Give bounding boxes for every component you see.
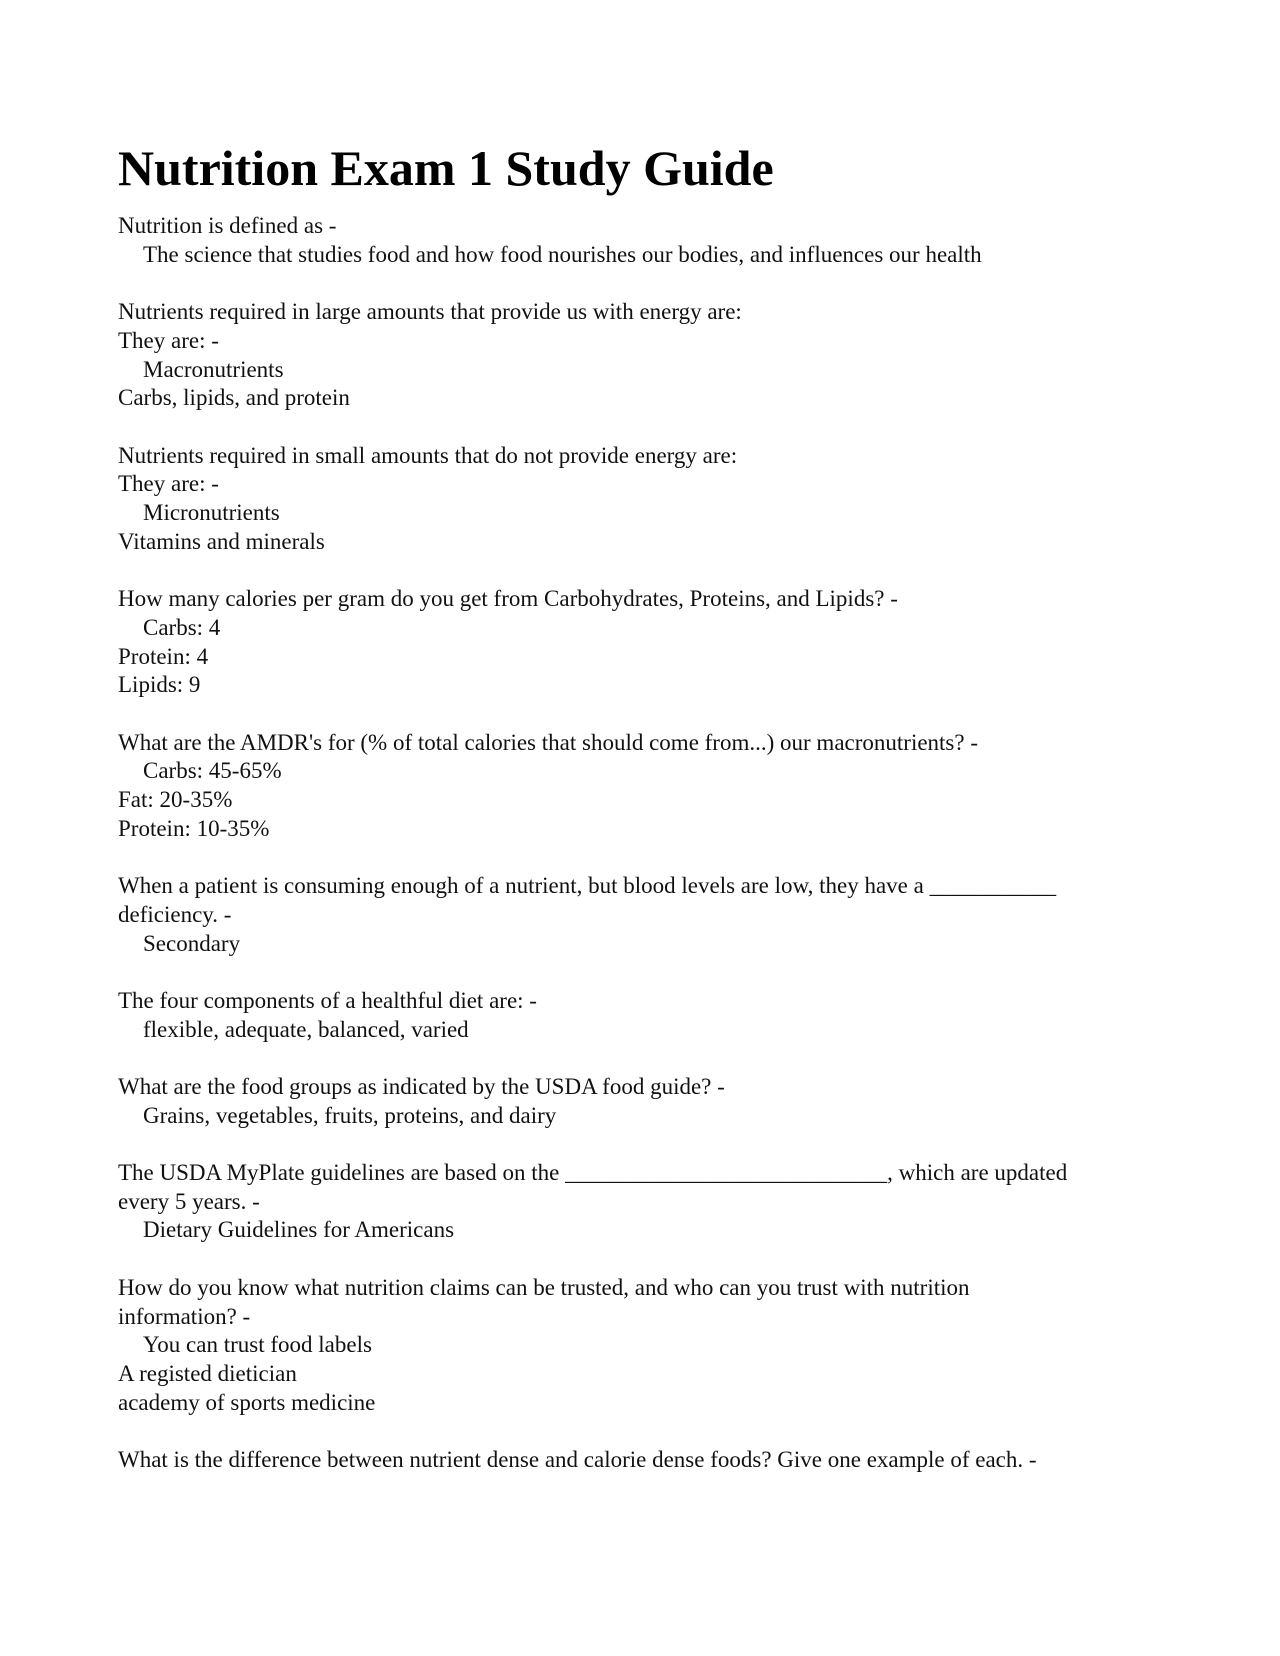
qa-item [118, 729, 1163, 844]
answer-text: The science that studies food and how food nourishes our bodies, and influences our health [143, 241, 982, 267]
answer-text: Grains, vegetables, fruits, proteins, and dairy [143, 1102, 557, 1128]
question-text: The USDA MyPlate guidelines are based on the ____________________________, which are updated [118, 1160, 1068, 1186]
qa-list [118, 212, 1163, 1503]
qa-item [118, 1446, 1163, 1475]
question-text: What is the difference between nutrient dense and calorie dense foods? Give one example of each. - [118, 1447, 1037, 1473]
question-text: Nutrients required in small amounts that do not provide energy are: [118, 442, 738, 468]
answer-text: Micronutrients [143, 500, 280, 525]
question-text: information? - [118, 1303, 251, 1329]
answer-text: Carbs: 4 [143, 614, 221, 640]
page-title: Nutrition Exam 1 Study Guide [118, 140, 774, 196]
qa-item [118, 1159, 1163, 1245]
qa-item [118, 212, 1163, 269]
qa-item [118, 987, 1163, 1044]
answer-extra-line: Fat: 20-35% [118, 787, 233, 812]
answer-extra-line: Vitamins and minerals [118, 528, 325, 554]
question-text: When a patient is consuming enough of a nutrient, but blood levels are low, they have a ___________ [118, 873, 1057, 899]
answer-extra-line: Protein: 10-35% [118, 815, 270, 841]
answer-text: Secondary [143, 930, 241, 956]
question-text: The four components of a healthful diet are: - [118, 987, 537, 1013]
answer-extra-line: Lipids: 9 [118, 672, 201, 698]
answer-text: You can trust food labels [143, 1332, 372, 1358]
question-text: They are: - [118, 327, 219, 353]
qa-item [118, 585, 1163, 700]
question-text: What are the AMDR's for (% of total calories that should come from...) our macronutrients? - [118, 729, 978, 755]
qa-item [118, 872, 1163, 958]
qa-item [118, 298, 1163, 413]
question-text: deficiency. - [118, 901, 232, 927]
qa-item [118, 1274, 1163, 1418]
question-text: every 5 years. - [118, 1188, 260, 1214]
question-text: Nutrition is defined as - [118, 213, 337, 238]
answer-extra-line: A registed dietician [118, 1360, 297, 1386]
answer-text: Macronutrients [143, 356, 284, 382]
question-text: They are: - [118, 471, 219, 497]
qa-item [118, 442, 1163, 557]
answer-text: Carbs: 45-65% [143, 758, 282, 784]
answer-extra-line: academy of sports medicine [118, 1389, 376, 1415]
answer-extra-line: Carbs, lipids, and protein [118, 385, 350, 411]
answer-extra-line: Protein: 4 [118, 643, 209, 669]
qa-item [118, 1073, 1163, 1130]
question-text: How many calories per gram do you get from Carbohydrates, Proteins, and Lipids? - [118, 586, 898, 612]
answer-text: flexible, adequate, balanced, varied [143, 1016, 469, 1042]
question-text: Nutrients required in large amounts that provide us with energy are: [118, 299, 742, 325]
answer-text: Dietary Guidelines for Americans [143, 1217, 455, 1243]
question-text: What are the food groups as indicated by the USDA food guide? - [118, 1073, 725, 1099]
question-text: How do you know what nutrition claims can be trusted, and who can you trust with nutrition [118, 1274, 970, 1300]
